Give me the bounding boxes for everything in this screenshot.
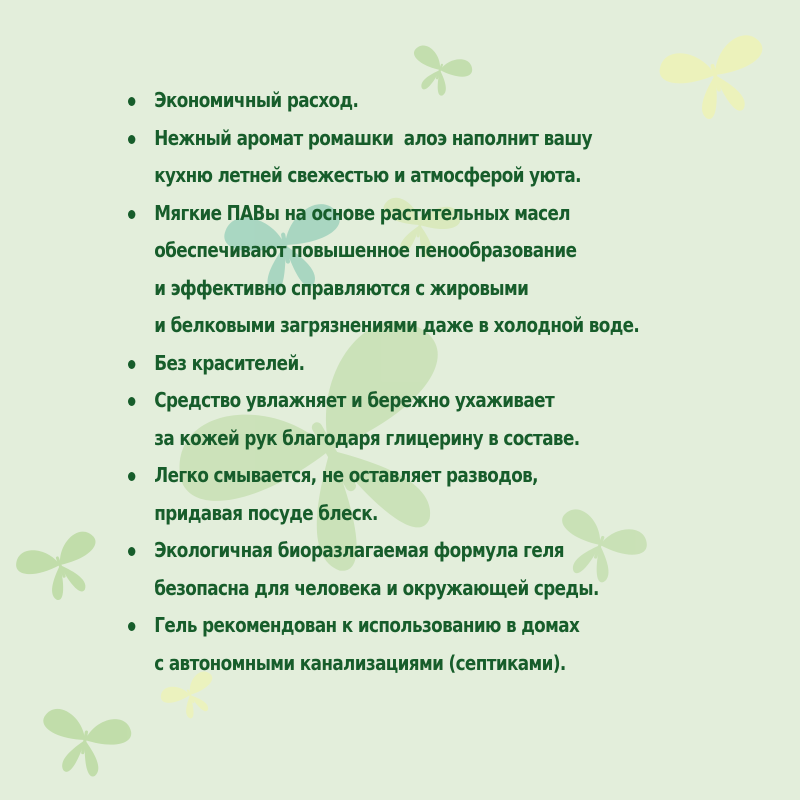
bullet-dot-icon xyxy=(128,210,135,219)
bullet-text-line: Без красителей. xyxy=(154,350,305,375)
list-item xyxy=(128,82,794,120)
list-item xyxy=(128,195,794,345)
bullet-text-line: обеспечивают повышенное пенообразование xyxy=(154,238,577,262)
bullet-text-line: Гель рекомендован к использованию в домах xyxy=(154,613,580,637)
bullet-text-line: придавая посуде блеск. xyxy=(154,500,378,525)
bullet-text-line: кухню летней свежестью и атмосферой уюта. xyxy=(154,163,581,187)
bullet-text-line: Легко смывается, не оставляет разводов, xyxy=(154,463,538,487)
butterfly-icon xyxy=(12,528,110,610)
bullet-text-line: Экологичная биоразлагаемая формула геля xyxy=(154,538,564,562)
bullet-text-line: Средство увлажняет и бережно ухаживает xyxy=(154,388,555,412)
bullet-dot-icon xyxy=(128,97,135,106)
bullet-dot-icon xyxy=(128,397,135,406)
bullet-text-line: безопасна для человека и окружающей среды. xyxy=(154,575,599,600)
list-item xyxy=(128,532,794,607)
bullet-dot-icon xyxy=(128,472,135,481)
bullet-text-line: за кожей рук благодаря глицерину в составе. xyxy=(154,425,580,450)
bullet-text-line: Мягкие ПАВы на основе растительных масел xyxy=(154,200,570,225)
list-item xyxy=(128,457,794,532)
bullet-text-line: и эффективно справляются с жировыми xyxy=(154,275,529,300)
bullet-text-line: с автономными канализациями (септиками). xyxy=(154,650,566,675)
butterfly-icon xyxy=(35,707,133,782)
list-item xyxy=(128,120,794,195)
list-item xyxy=(128,607,794,682)
bullet-text-line: и белковыми загрязнениями даже в холодной воде. xyxy=(154,313,640,337)
bullet-text-line: Экономичный расход. xyxy=(154,88,359,112)
bullet-dot-icon xyxy=(128,547,135,556)
list-item xyxy=(128,382,794,457)
bullet-text-line: Нежный аромат ромашки алоэ наполнит вашу xyxy=(154,125,592,150)
list-item xyxy=(128,345,794,383)
bullet-dot-icon xyxy=(128,135,135,144)
bullet-dot-icon xyxy=(128,622,135,631)
feature-list xyxy=(128,82,768,682)
bullet-dot-icon xyxy=(128,360,135,369)
